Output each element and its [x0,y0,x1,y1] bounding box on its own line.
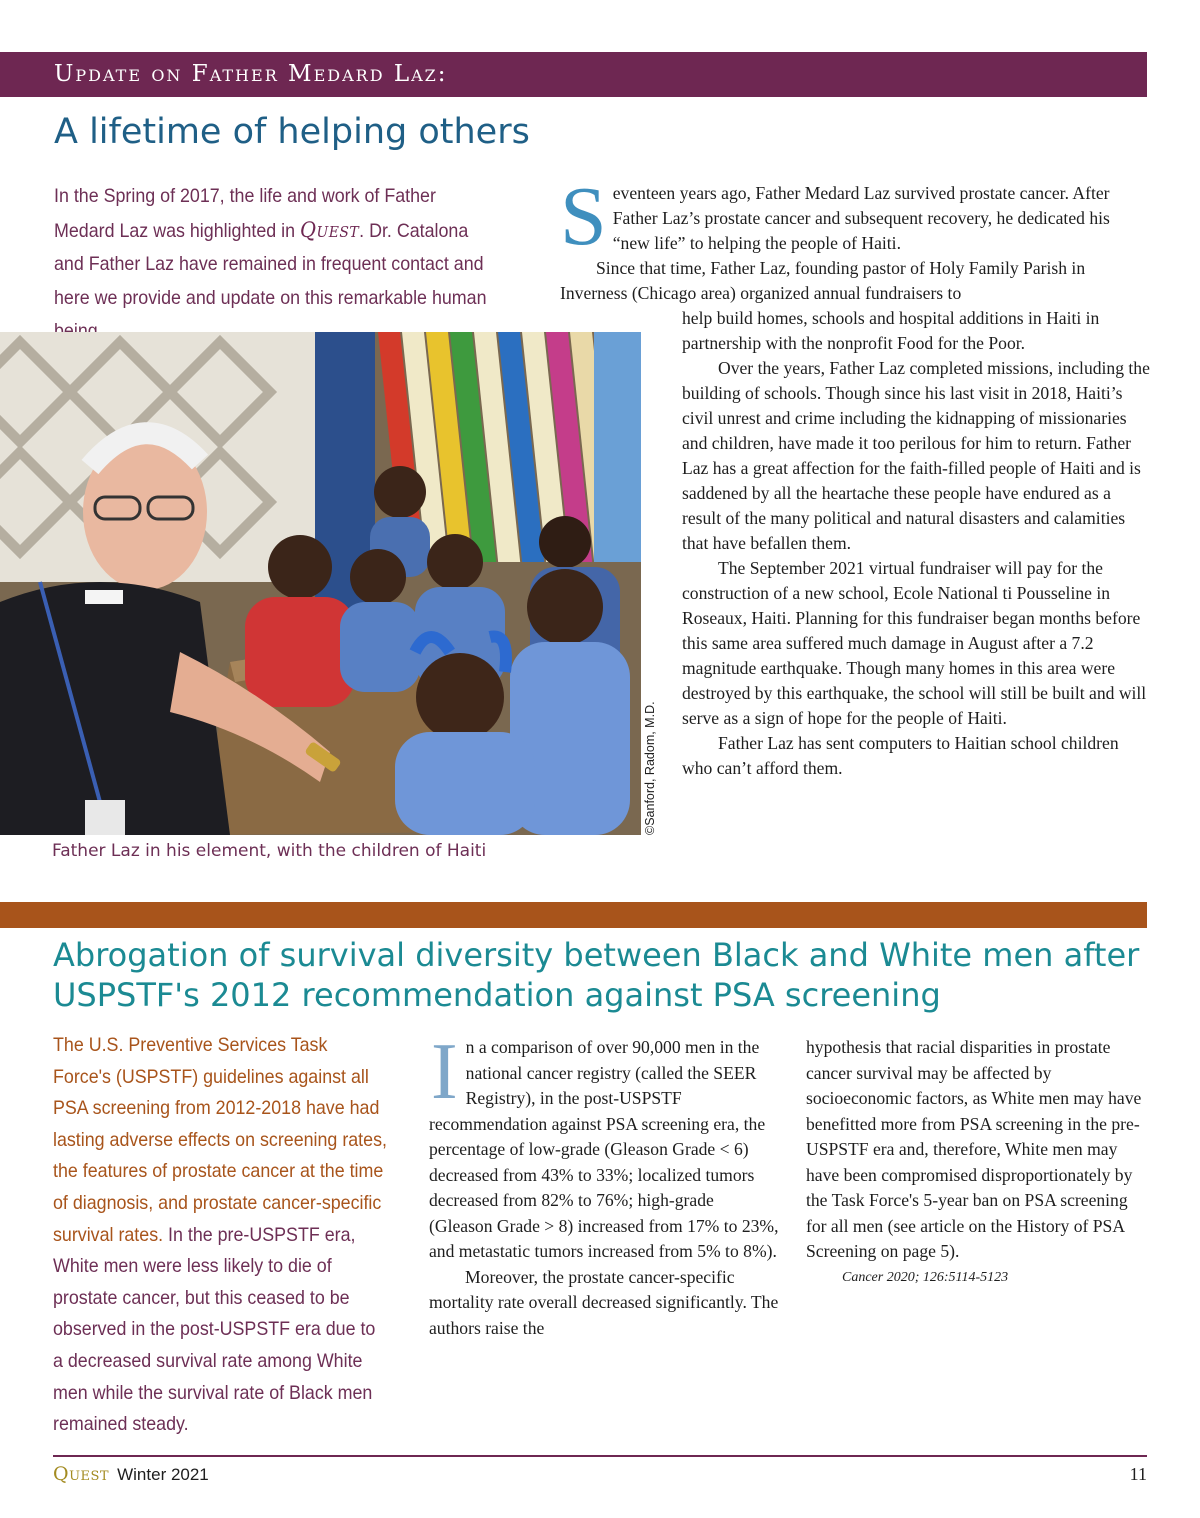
body-paragraph-3: Over the years, Father Laz completed missions, including the building of schools. Though since his last visit in 2018, Haiti’s civil unrest and crime including the kidnapping of missionaries and children, have made it too perilous for him to return. Father Laz has a great affection for the faith-filled people of Haiti and is saddened by all the heartache these people have endured as a result of the many political and natural disasters and calamities that have befallen them. [682,358,1150,553]
article-title-lifetime: A lifetime of helping others [54,112,530,152]
body-paragraph-comparison-text: n a comparison of over 90,000 men in the national cancer registry (called the SEER Registry), in the post-USPSTF recommendation against PSA screening era, the percentage of low-grade (Gleason Grade < 6) decreased from 43% to 33%; localized tumors decreased from 82% to 76%; high-grade (Gleason Grade > 8) increased from 17% to 23%, and metastatic tumors increased from 5% to 8%). [429,1037,779,1261]
footer-rule [53,1455,1147,1457]
article-body-column-middle [429,1028,779,1341]
footer-issue: Winter 2021 [117,1465,209,1484]
section-divider-bar [0,902,1147,928]
body-narrow-column [682,306,1152,781]
drop-cap-i: I [431,1028,458,1116]
body-paragraph-5: Father Laz has sent computers to Haitian school children who can’t afford them. [682,733,1119,778]
photo-credit: ©Sanford, Radom, M.D. [643,701,657,835]
body-paragraph-4: The September 2021 virtual fundraiser will pay for the construction of a new school, Ecole National ti Pousseline in Roseaux, Haiti. Planning for this fundraiser began months before this same area suffered much damage in August after a 7.2 magnitude earthquake. Though many homes in this area were destroyed by this earthquake, the school will still be built and will serve as a sign of hope for the people of Haiti. [682,558,1147,728]
photo-caption: Father Laz in his element, with the children of Haiti [52,841,487,861]
page-number: 11 [1129,1464,1147,1484]
intro-text-purple: In the pre-USPSTF era, White men were less likely to die of prostate cancer, but this ceased to be observed in the post-USPSTF era due to a decreased survival rate among White men while the survival rate of Black men remained steady. [53,1224,376,1436]
intro-text-after: . Dr. Catalona and Father Laz have remained in frequent contact and here we provide and update on this remarkable human [54,220,487,309]
intro-text-orange: The U.S. Preventive Services Task Force's (USPSTF) guidelines against all PSA screening from 2012-2018 have had lasting adverse effects on screening rates, the features of prostate cancer at the time of diagnosis, and prostate cancer-specific survival rates. [53,1035,387,1246]
quest-logo-footer: Quest [53,1463,110,1485]
article-intro-lifetime [54,180,500,349]
article-title-abrogation: Abrogation of survival diversity between Black and White men after USPSTF's 2012 recommendation against PSA screening [53,936,1140,1014]
body-paragraph-hypothesis: hypothesis that racial disparities in prostate cancer survival may be affected by socioeconomic factors, as White men may have benefitted more from PSA screening in the pre-USPSTF era and, therefore, White men may have been compromised disproportionately by the Task Force's 5-year ban on PSA screening for all men (see article on the History of PSA Screening on page 5). [806,1037,1142,1261]
photo-illustration [0,332,641,835]
body-paragraph-1-text: eventeen years ago, Father Medard Laz survived prostate cancer. After Father Laz’s prostate cancer and subsequent recovery, he dedicated his “new life” to helping the people of Haiti. [612,183,1110,253]
body-paragraph-comparison [429,1028,779,1265]
article-intro-abrogation [53,1030,388,1441]
article-body-lifetime [560,170,1150,781]
intro-text-before: In the Spring of 2017, the life and work of Father Medard Laz was highlighted in [54,186,436,242]
body-paragraph-moreover: Moreover, the prostate cancer-specific mortality rate overall decreased significantly. The authors raise the [429,1266,779,1338]
drop-cap-s: S [560,170,607,263]
section-banner-father-laz: Update on Father Medard Laz: [0,52,1147,97]
citation: Cancer 2020; 126:5114-5123 [842,1269,1009,1285]
quest-logo-inline: Quest [300,217,360,242]
body-paragraph-2a: Since that time, Father Laz, founding pastor of Holy Family Parish in Inverness (Chicago area) organized annual fundraisers to [560,258,1086,303]
body-paragraph-2b: help build homes, schools and hospital additions in Haiti in partnership with the nonprofit Food for the Poor. [682,308,1100,353]
body-paragraph-1 [560,170,1150,263]
footer-masthead [53,1462,209,1488]
article-body-column-right [806,1035,1151,1287]
photo-father-laz-children [0,332,641,835]
